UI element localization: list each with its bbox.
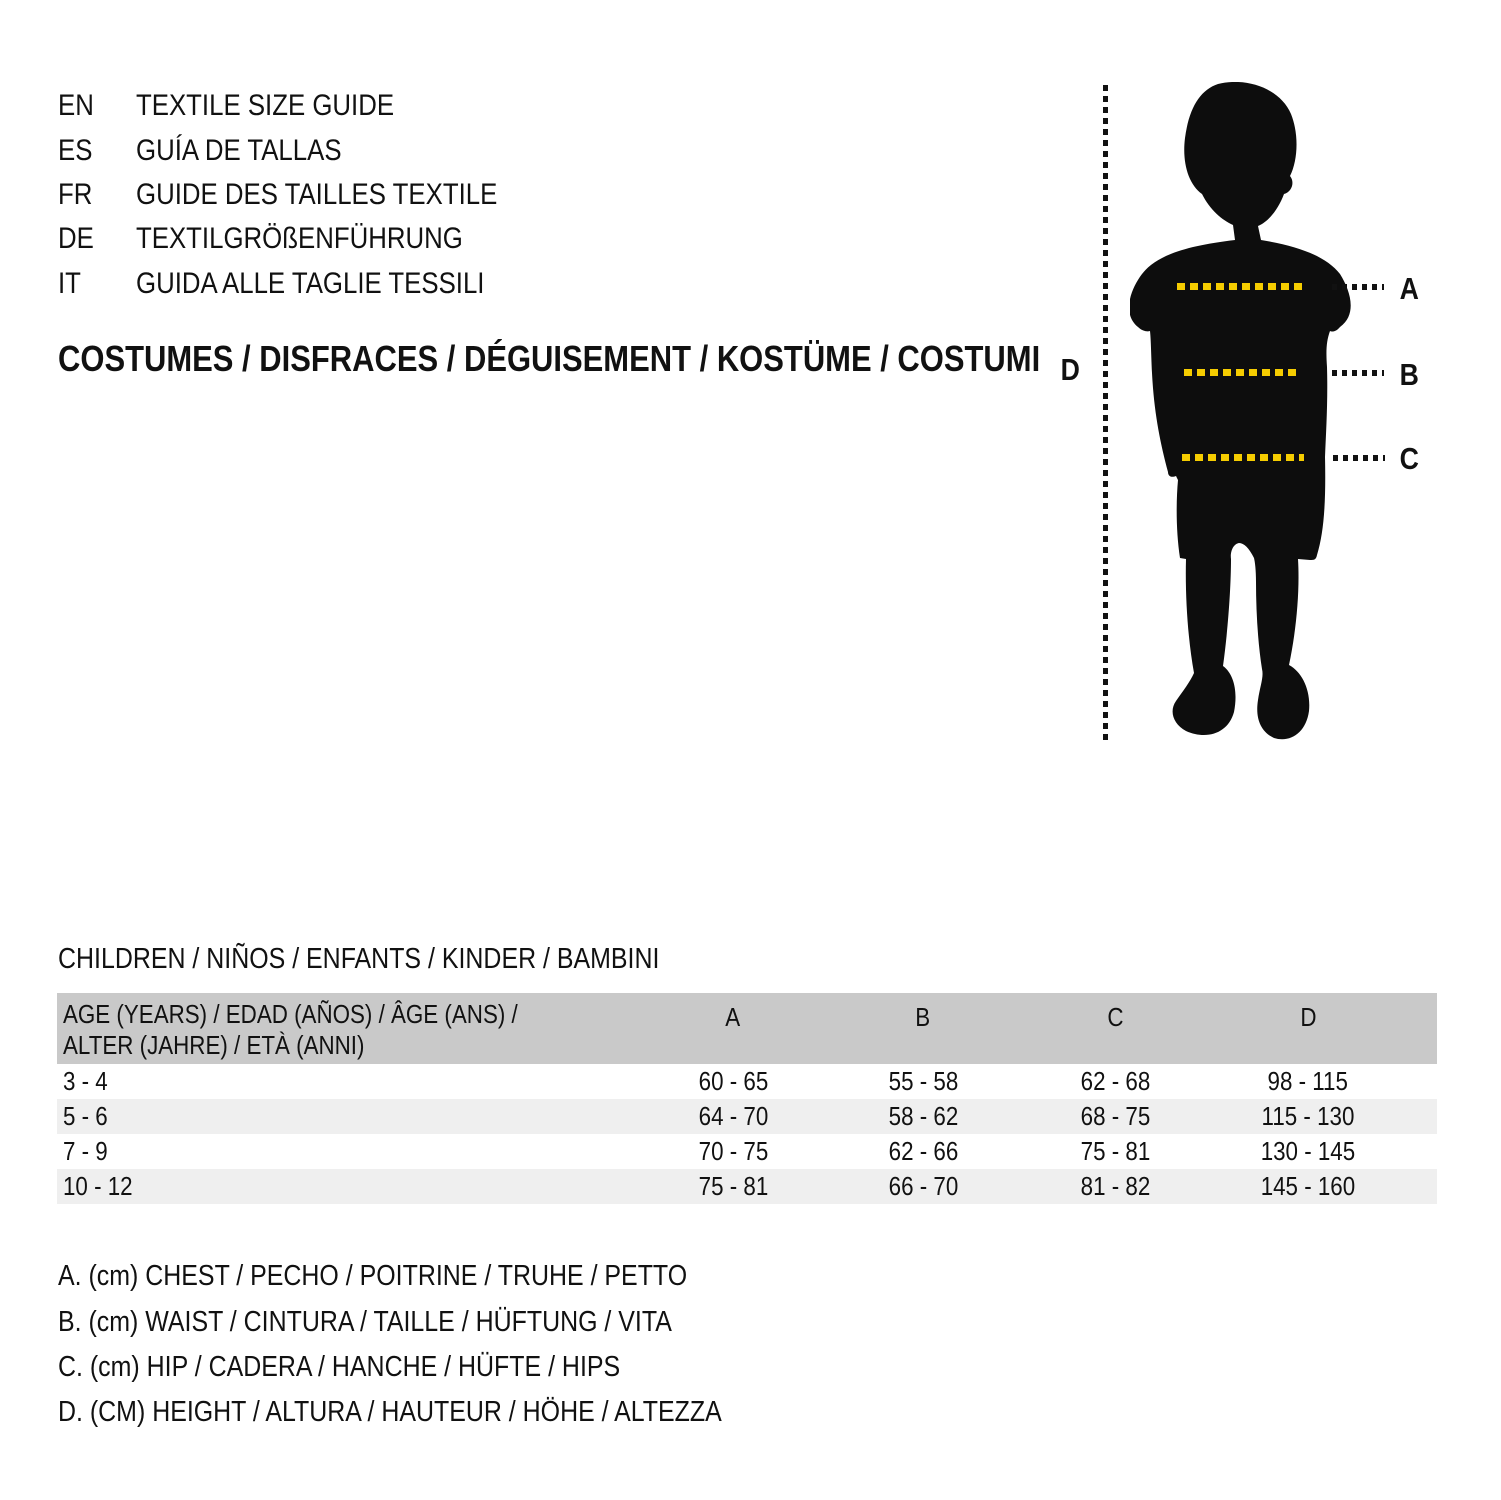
section-title-text: CHILDREN / NIÑOS / ENFANTS / KINDER / BAMBINI	[58, 943, 660, 975]
chest-cell	[638, 1066, 828, 1097]
column-header-a-text: A	[725, 1002, 741, 1032]
age-cell	[57, 1101, 638, 1132]
age-cell	[57, 1066, 638, 1097]
hip-value: 68 - 75	[1080, 1101, 1151, 1131]
hip-measure-label	[1398, 441, 1438, 477]
language-label: GUIDE DES TAILLES TEXTILE	[136, 177, 498, 211]
waist-measure-label	[1398, 357, 1438, 393]
legend-height	[58, 1390, 830, 1435]
hip-measure-letter: C	[1399, 441, 1419, 476]
chest-measure-label	[1398, 271, 1438, 307]
height-cell	[1213, 1171, 1403, 1202]
chest-cell	[638, 1101, 828, 1132]
legend-chest-text: A. (cm) CHEST / PECHO / POITRINE / TRUHE / PETTO	[58, 1260, 688, 1293]
hip-value: 75 - 81	[1080, 1136, 1151, 1166]
age-header-line1: AGE (YEARS) / EDAD (AÑOS) / ÂGE (ANS) /	[63, 999, 518, 1029]
legend-chest	[58, 1254, 830, 1299]
size-table	[57, 993, 1437, 1204]
category-title-text: COSTUMES / DISFRACES / DÉGUISEMENT / KOSTÜME / COSTUMI	[58, 338, 1041, 379]
language-code: EN	[58, 89, 94, 123]
chest-measure-letter: A	[1399, 271, 1419, 306]
waist-measure-letter: B	[1399, 357, 1419, 392]
age-header-line2: ALTER (JAHRE) / ETÀ (ANNI)	[63, 1030, 365, 1060]
table-row	[57, 1134, 1437, 1169]
waist-cell	[828, 1066, 1018, 1097]
section-title-children	[58, 943, 757, 976]
height-value: 145 - 160	[1260, 1171, 1356, 1201]
waist-measure-line	[1184, 369, 1298, 376]
measurement-legend	[58, 1254, 830, 1436]
column-header-c	[1018, 993, 1213, 1064]
waist-cell	[828, 1171, 1018, 1202]
waist-value: 62 - 66	[888, 1136, 958, 1166]
language-label: TEXTILE SIZE GUIDE	[136, 89, 395, 123]
legend-hip-text: C. (cm) HIP / CADERA / HANCHE / HÜFTE / HIPS	[58, 1350, 621, 1383]
hip-value: 81 - 82	[1080, 1171, 1151, 1201]
height-value: 130 - 145	[1260, 1136, 1356, 1166]
column-header-d	[1213, 993, 1403, 1064]
language-code: ES	[58, 133, 93, 167]
hip-measure-line	[1182, 454, 1304, 461]
age-value: 5 - 6	[63, 1101, 108, 1131]
waist-value: 58 - 62	[888, 1101, 958, 1131]
waist-cell	[828, 1101, 1018, 1132]
hip-cell	[1018, 1066, 1213, 1097]
height-cell	[1213, 1136, 1403, 1167]
age-cell	[57, 1171, 638, 1202]
column-header-d-text: D	[1299, 1002, 1317, 1032]
table-row	[57, 1099, 1437, 1134]
language-label: GUIDA ALLE TAGLIE TESSILI	[136, 266, 485, 300]
chest-measure-line	[1177, 283, 1303, 290]
height-cell	[1213, 1101, 1403, 1132]
waist-value: 55 - 58	[888, 1066, 958, 1096]
legend-waist	[58, 1299, 830, 1344]
hip-cell	[1018, 1136, 1213, 1167]
waist-value: 66 - 70	[888, 1171, 958, 1201]
language-label: TEXTILGRÖßENFÜHRUNG	[136, 222, 463, 256]
height-value: 98 - 115	[1267, 1066, 1349, 1096]
table-row	[57, 1064, 1437, 1099]
height-measure-letter: D	[1060, 352, 1080, 387]
chest-cell	[638, 1136, 828, 1167]
language-code: IT	[58, 266, 81, 300]
age-cell	[57, 1136, 638, 1167]
column-header-b-text: B	[915, 1002, 931, 1032]
age-column-header	[57, 993, 638, 1064]
hip-cell	[1018, 1101, 1213, 1132]
hip-cell	[1018, 1171, 1213, 1202]
language-row-fr	[58, 173, 556, 217]
age-value: 7 - 9	[63, 1136, 108, 1166]
language-row-es	[58, 128, 556, 172]
age-value: 3 - 4	[63, 1066, 108, 1096]
size-table-header	[57, 993, 1437, 1064]
language-row-en	[58, 84, 556, 128]
legend-height-text: D. (CM) HEIGHT / ALTURA / HAUTEUR / HÖHE / ALTEZZA	[58, 1396, 722, 1429]
chest-leader-line	[1332, 284, 1384, 290]
chest-value: 60 - 65	[698, 1066, 768, 1096]
waist-leader-line	[1332, 370, 1384, 376]
chest-value: 64 - 70	[698, 1101, 768, 1131]
language-list	[58, 84, 556, 306]
hip-leader-line	[1333, 455, 1385, 461]
height-value: 115 - 130	[1261, 1101, 1355, 1131]
legend-waist-text: B. (cm) WAIST / CINTURA / TAILLE / HÜFTUNG / VITA	[58, 1305, 672, 1338]
height-measure-label	[1045, 352, 1095, 388]
height-dotted-line	[1103, 85, 1108, 741]
hip-value: 62 - 68	[1080, 1066, 1151, 1096]
language-code: FR	[58, 177, 93, 211]
language-label: GUÍA DE TALLAS	[136, 133, 342, 167]
chest-value: 70 - 75	[698, 1136, 768, 1166]
column-header-b	[828, 993, 1018, 1064]
height-cell	[1213, 1066, 1403, 1097]
legend-hip	[58, 1345, 830, 1390]
column-header-c-text: C	[1107, 1002, 1124, 1032]
table-row	[57, 1169, 1437, 1204]
waist-cell	[828, 1136, 1018, 1167]
language-row-it	[58, 262, 556, 306]
chest-value: 75 - 81	[698, 1171, 768, 1201]
language-row-de	[58, 217, 556, 261]
language-code: DE	[58, 222, 94, 256]
category-title	[58, 338, 1200, 380]
column-header-a	[638, 993, 828, 1064]
chest-cell	[638, 1171, 828, 1202]
age-value: 10 - 12	[63, 1171, 133, 1201]
child-silhouette	[1130, 82, 1370, 742]
